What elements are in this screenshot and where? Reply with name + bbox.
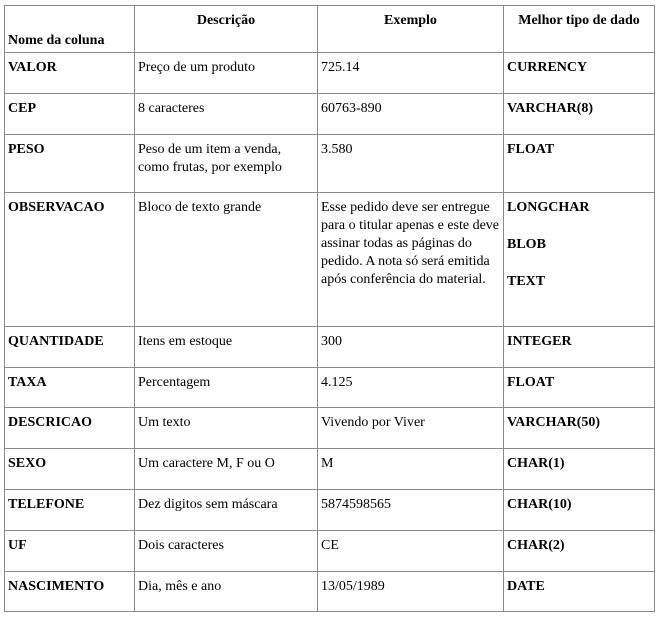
example-cell: Vivendo por Viver [318, 408, 504, 449]
data-types-table [4, 5, 655, 612]
example-cell: 300 [318, 327, 504, 368]
description-cell: Percentagem [135, 368, 318, 408]
table-row [5, 135, 655, 193]
table-row [5, 327, 655, 368]
table-row [5, 53, 655, 94]
best-type-cell [504, 53, 655, 94]
best-type-cell [504, 327, 655, 368]
description-cell: Dez digitos sem máscara [135, 490, 318, 531]
table-row [5, 368, 655, 408]
description-cell: Peso de um item a venda, como frutas, por exemplo [135, 135, 318, 193]
description-cell: Um caractere M, F ou O [135, 449, 318, 490]
description-cell: Dois caracteres [135, 531, 318, 572]
column-name-cell: SEXO [5, 449, 135, 490]
data-type-label: CHAR(10) [507, 497, 572, 512]
table-row [5, 449, 655, 490]
best-type-cell [504, 94, 655, 135]
data-type-label: BLOB [507, 237, 546, 252]
data-type-label: FLOAT [507, 142, 555, 157]
example-cell: 13/05/1989 [318, 572, 504, 612]
example-cell: 5874598565 [318, 490, 504, 531]
data-type-label: CHAR(1) [507, 456, 565, 471]
data-type-label: VARCHAR(8) [507, 101, 594, 116]
best-type-cell [504, 531, 655, 572]
column-name-cell: DESCRICAO [5, 408, 135, 449]
best-type-cell [504, 135, 655, 193]
column-name-cell: UF [5, 531, 135, 572]
header-example: Exemplo [318, 6, 504, 53]
header-description: Descrição [135, 6, 318, 53]
description-cell: Preço de um produto [135, 53, 318, 94]
column-name-cell: TAXA [5, 368, 135, 408]
best-type-cell [504, 449, 655, 490]
table-row [5, 572, 655, 612]
column-name-cell: CEP [5, 94, 135, 135]
best-type-cell [504, 408, 655, 449]
example-cell: 725.14 [318, 53, 504, 94]
header-row [5, 6, 655, 53]
table-body [5, 53, 655, 612]
column-name-cell: PESO [5, 135, 135, 193]
description-cell: Bloco de texto grande [135, 193, 318, 327]
example-cell: M [318, 449, 504, 490]
column-name-cell: TELEFONE [5, 490, 135, 531]
data-type-label: CHAR(2) [507, 538, 565, 553]
description-cell: 8 caracteres [135, 94, 318, 135]
best-type-cell [504, 193, 655, 327]
best-type-cell [504, 490, 655, 531]
table-row [5, 94, 655, 135]
data-type-label: INTEGER [507, 334, 572, 349]
table-row [5, 193, 655, 327]
column-name-cell: NASCIMENTO [5, 572, 135, 612]
header-best-type: Melhor tipo de dado [504, 6, 655, 53]
example-cell: 60763-890 [318, 94, 504, 135]
table-row [5, 408, 655, 449]
example-cell: 4.125 [318, 368, 504, 408]
data-type-label: VARCHAR(50) [507, 415, 601, 430]
data-type-label: DATE [507, 579, 545, 594]
table-row [5, 490, 655, 531]
column-name-cell: OBSERVACAO [5, 193, 135, 327]
example-cell: Esse pedido deve ser entregue para o titular apenas e este deve assinar todas as páginas do pedido. A nota só será emitida após conferência do material. [318, 193, 504, 327]
description-cell: Um texto [135, 408, 318, 449]
column-name-cell: QUANTIDADE [5, 327, 135, 368]
data-type-label: CURRENCY [507, 60, 588, 75]
example-cell: 3.580 [318, 135, 504, 193]
column-name-cell: VALOR [5, 53, 135, 94]
description-cell: Itens em estoque [135, 327, 318, 368]
data-type-label: TEXT [507, 274, 546, 289]
header-column-name: Nome da coluna [5, 6, 135, 53]
best-type-cell [504, 368, 655, 408]
example-cell: CE [318, 531, 504, 572]
best-type-cell [504, 572, 655, 612]
description-cell: Dia, mês e ano [135, 572, 318, 612]
data-type-label: LONGCHAR [507, 200, 590, 215]
table-row [5, 531, 655, 572]
data-type-label: FLOAT [507, 375, 555, 390]
